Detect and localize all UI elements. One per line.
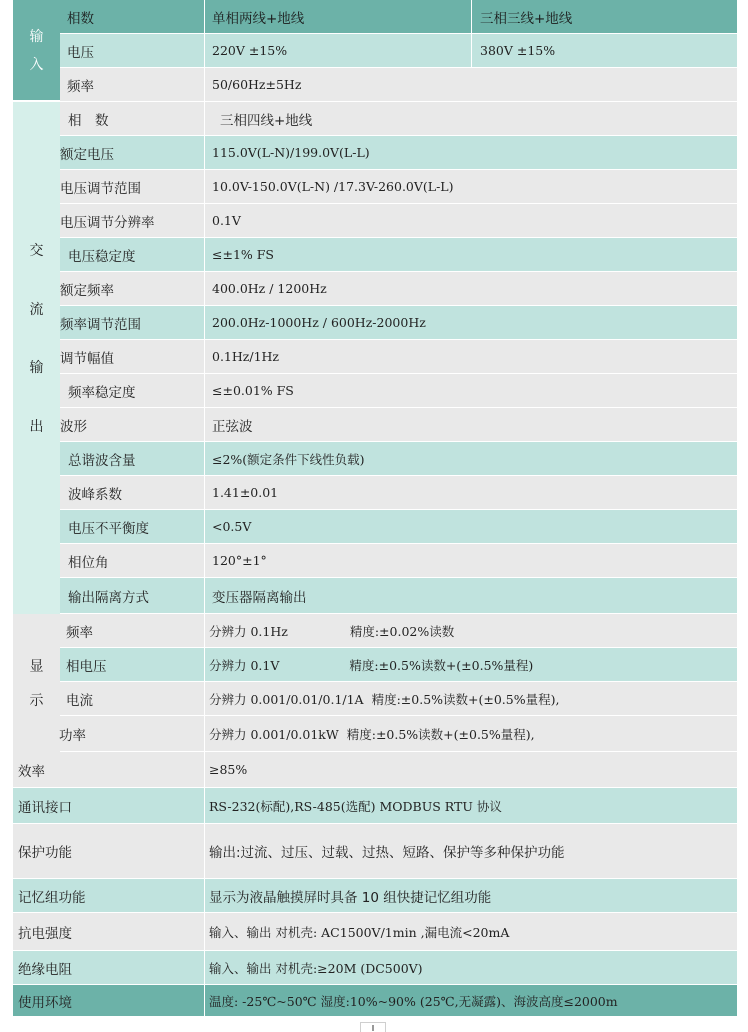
row-value: 1.41±0.01	[212, 485, 279, 500]
ac-output-row	[60, 408, 737, 442]
row-label: 使用环境	[18, 994, 72, 1011]
row-label: 电压不平衡度	[68, 520, 149, 537]
row-label: 抗电强度	[18, 925, 72, 942]
row-label: 记忆组功能	[18, 889, 86, 906]
row-value: 三相四线+地线	[220, 112, 313, 129]
ac-output-row	[60, 476, 737, 510]
ac-output-row	[60, 136, 737, 170]
row-value: 显示为液晶触摸屏时具备 10 组快捷记忆组功能	[209, 889, 492, 906]
accuracy-text: 精度:±0.5%读数+(±0.5%量程),	[346, 726, 535, 742]
display-group-char: 显	[29, 659, 44, 675]
row-label: 绝缘电阻	[18, 961, 72, 978]
row-value: ≥85%	[209, 762, 248, 777]
row-label: 保护功能	[18, 845, 72, 861]
three-phase-voltage: 380V ±15%	[480, 43, 556, 58]
single-phase-header: 单相两线+地线	[212, 10, 305, 27]
input-phase-row	[60, 0, 737, 34]
three-phase-header: 三相三线+地线	[480, 10, 573, 27]
row-value: ≤±1% FS	[212, 247, 274, 262]
row-value: 输入、输出 对机壳: AC1500V/1min ,漏电流<20mA	[209, 924, 510, 940]
ac-output-row	[60, 306, 737, 340]
input-group-char: 入	[29, 57, 44, 73]
accuracy-text: 精度:±0.5%读数+(±0.5%量程)	[349, 657, 534, 673]
ac-output-group-char: 出	[29, 418, 44, 435]
display-row	[60, 716, 737, 752]
row-label: 波形	[60, 418, 87, 435]
row-label: 波峰系数	[68, 486, 122, 503]
row-label: 电压	[67, 44, 94, 61]
row-label: 频率	[66, 624, 93, 641]
row-value: 400.0Hz / 1200Hz	[212, 281, 327, 296]
single-phase-voltage: 220V ±15%	[212, 43, 288, 58]
row-label: 额定电压	[60, 146, 114, 163]
row-label: 效率	[18, 763, 45, 780]
dielectric-strength-row	[13, 913, 737, 951]
resolution-text: 分辨力 0.001/0.01kW	[209, 726, 339, 742]
ac-output-group-char: 交	[29, 243, 44, 260]
input-group-label	[13, 0, 60, 100]
ac-output-row	[60, 102, 737, 136]
row-value: ≤±0.01% FS	[212, 383, 294, 398]
row-value: ≤2%(额定条件下线性负载)	[212, 451, 365, 467]
resolution-text: 分辨力 0.1Hz	[209, 623, 288, 639]
environment-row	[13, 985, 737, 1016]
input-group-char: 输	[29, 29, 44, 45]
row-label: 频率调节范围	[60, 316, 141, 333]
row-label: 频率	[67, 78, 94, 95]
ac-output-row	[60, 442, 737, 476]
protection-row	[13, 824, 737, 879]
row-label: 功率	[59, 727, 86, 744]
row-value: 50/60Hz±5Hz	[212, 77, 302, 92]
row-label: 总谐波含量	[68, 452, 136, 469]
row-label: 电压调节分辨率	[60, 214, 155, 231]
row-label: 频率稳定度	[68, 384, 136, 401]
resolution-text: 分辨力 0.1V	[209, 657, 280, 673]
spec-table	[13, 0, 737, 1016]
row-value: RS-232(标配),RS-485(选配) MODBUS RTU 协议	[209, 798, 502, 814]
row-label: 相位角	[68, 554, 109, 571]
row-label: 电压调节范围	[60, 180, 141, 197]
row-label: 电压稳定度	[68, 248, 136, 265]
row-value: 200.0Hz-1000Hz / 600Hz-2000Hz	[212, 315, 426, 330]
row-value: 温度: -25℃~50℃ 湿度:10%~90% (25℃,无凝露)、海波高度≤2000m	[209, 993, 618, 1009]
row-value: 正弦波	[212, 418, 253, 435]
ac-output-group-char: 输	[29, 360, 44, 377]
input-voltage-row	[60, 34, 737, 68]
row-label: 相数	[67, 10, 94, 27]
memory-group-row	[13, 879, 737, 913]
efficiency-row	[13, 752, 737, 788]
comm-interface-row	[13, 788, 737, 824]
ac-output-group-char: 流	[29, 301, 44, 318]
ac-output-row	[60, 272, 737, 306]
ac-output-row	[60, 374, 737, 408]
accuracy-text: 精度:±0.02%读数	[349, 623, 455, 639]
row-value: 输入、输出 对机壳:≥20M (DC500V)	[209, 960, 423, 976]
display-row	[60, 648, 737, 682]
row-value	[209, 614, 454, 647]
scroll-handle-icon[interactable]	[360, 1022, 386, 1032]
row-value: <0.5V	[212, 519, 252, 534]
row-value	[209, 648, 533, 681]
ac-output-row	[60, 578, 737, 614]
ac-output-row	[60, 238, 737, 272]
ac-output-row	[60, 544, 737, 578]
insulation-row	[13, 951, 737, 985]
row-label: 调节幅值	[60, 350, 114, 367]
ac-output-row	[60, 204, 737, 238]
ac-output-group-label	[13, 102, 60, 614]
ac-output-row	[60, 510, 737, 544]
ac-output-row	[60, 170, 737, 204]
row-label: 电流	[66, 692, 93, 709]
row-label: 额定频率	[60, 282, 114, 299]
row-value	[209, 716, 535, 751]
row-value: 115.0V(L-N)/199.0V(L-L)	[212, 145, 370, 160]
row-value: 0.1V	[212, 213, 241, 228]
row-label: 相电压	[66, 658, 107, 675]
accuracy-text: 精度:±0.5%读数+(±0.5%量程),	[371, 691, 560, 707]
input-frequency-row	[60, 68, 737, 102]
display-row	[60, 614, 737, 648]
row-value: 10.0V-150.0V(L-N) /17.3V-260.0V(L-L)	[212, 179, 454, 194]
row-value: 120°±1°	[212, 553, 267, 568]
display-group-label	[13, 614, 60, 752]
row-value: 0.1Hz/1Hz	[212, 349, 280, 364]
row-value: 变压器隔离输出	[212, 589, 307, 606]
row-label: 相 数	[68, 112, 109, 129]
resolution-text: 分辨力 0.001/0.01/0.1/1A	[209, 691, 364, 707]
display-row	[60, 682, 737, 716]
ac-output-row	[60, 340, 737, 374]
row-value	[209, 682, 559, 715]
row-value: 输出:过流、过压、过载、过热、短路、保护等多种保护功能	[209, 845, 565, 861]
row-label: 通讯接口	[18, 799, 72, 816]
row-label: 输出隔离方式	[68, 589, 149, 606]
display-group-char: 示	[29, 693, 44, 709]
